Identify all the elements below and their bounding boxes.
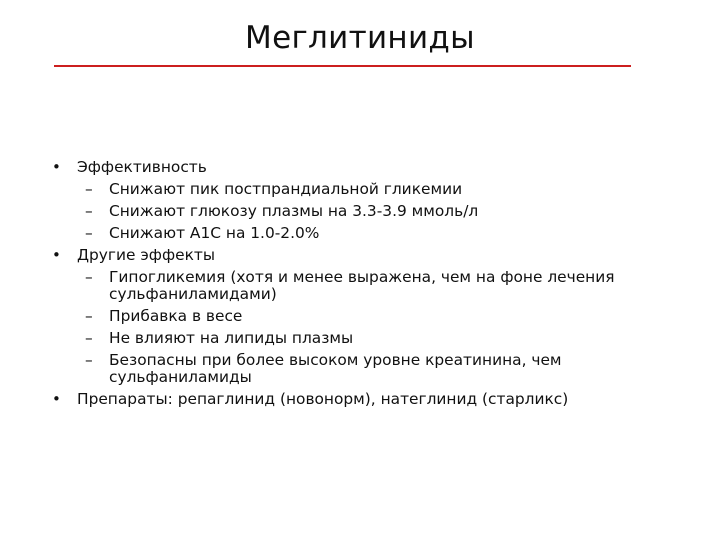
- sub-bullet-text: Снижают глюкозу плазмы на 3.3-3.9 ммоль/л: [109, 202, 479, 220]
- sub-bullet-item: [0, 225, 644, 242]
- slide-title: Меглитиниды: [245, 20, 475, 56]
- sub-bullet-item: [0, 181, 644, 198]
- sub-bullet-dash: –: [85, 307, 93, 325]
- sub-bullet-dash: –: [85, 180, 93, 198]
- title-underline: [54, 65, 631, 67]
- sub-bullet-text: Снижают A1C на 1.0-2.0%: [109, 224, 320, 242]
- bullet-text: Другие эффекты: [77, 246, 215, 264]
- sub-bullet-text: Снижают пик постпрандиальной гликемии: [109, 180, 463, 198]
- bullet-text: Препараты: репаглинид (новонорм), натеглинид (старликс): [77, 390, 569, 408]
- bullet-item: [0, 247, 637, 264]
- sub-bullet-dash: –: [85, 268, 93, 286]
- sub-bullet-item: [0, 352, 644, 386]
- bullet-dot: •: [52, 246, 61, 264]
- bullet-text: Эффективность: [77, 158, 207, 176]
- sub-bullet-text: Безопасны при более высоком уровне креатинина, чем сульфаниламиды: [109, 351, 562, 386]
- sub-bullet-item: [0, 330, 644, 347]
- bullet-list: [0, 159, 720, 413]
- sub-bullet-text: Прибавка в весе: [109, 307, 243, 325]
- sub-bullet-text: Не влияют на липиды плазмы: [109, 329, 354, 347]
- sub-bullet-dash: –: [85, 351, 93, 369]
- sub-bullet-item: [0, 308, 644, 325]
- bullet-item: [0, 391, 637, 408]
- bullet-dot: •: [52, 390, 61, 408]
- sub-bullet-item: [0, 269, 644, 303]
- sub-bullet-dash: –: [85, 224, 93, 242]
- sub-bullet-dash: –: [85, 202, 93, 220]
- sub-bullet-dash: –: [85, 329, 93, 347]
- sub-bullet-item: [0, 203, 644, 220]
- bullet-item: [0, 159, 637, 176]
- sub-bullet-text: Гипогликемия (хотя и менее выражена, чем на фоне лечения сульфаниламидами): [109, 268, 615, 303]
- bullet-dot: •: [52, 158, 61, 176]
